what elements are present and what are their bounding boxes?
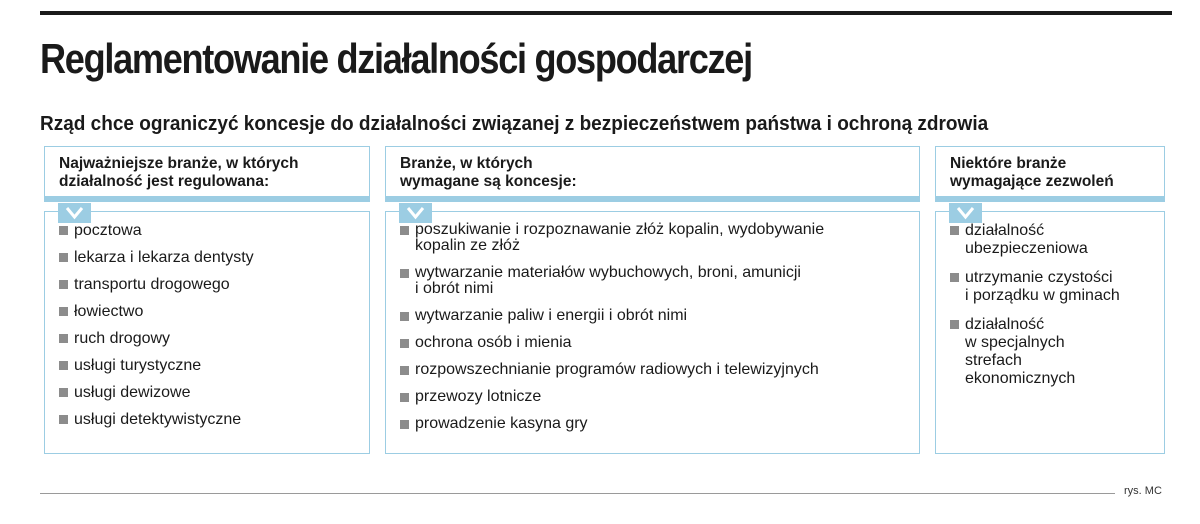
heading-line: Niektóre branże bbox=[950, 155, 1067, 172]
list-item-line: łowiectwo bbox=[74, 303, 144, 320]
list-item bbox=[59, 411, 361, 429]
column-heading bbox=[385, 146, 920, 196]
square-bullet-icon bbox=[59, 253, 68, 262]
column-heading bbox=[44, 146, 370, 196]
heading-line: działalność jest regulowana: bbox=[59, 173, 270, 190]
square-bullet-icon bbox=[59, 334, 68, 343]
square-bullet-icon bbox=[400, 393, 409, 402]
list-item bbox=[950, 316, 1156, 388]
list-item-line: rozpowszechnianie programów radiowych i telewizyjnych bbox=[415, 361, 819, 378]
list-item bbox=[950, 222, 1156, 258]
list-item-line: wytwarzanie paliw i energii i obrót nimi bbox=[415, 307, 688, 324]
list-item-line: usługi detektywistyczne bbox=[74, 411, 242, 428]
square-bullet-icon bbox=[400, 420, 409, 429]
square-bullet-icon bbox=[950, 320, 959, 329]
list-item-line: ekonomicznych bbox=[965, 370, 1076, 387]
list-item bbox=[400, 362, 911, 378]
heading-line: wymagające zezwoleń bbox=[950, 173, 1114, 190]
column-regulated bbox=[44, 146, 370, 454]
list-item bbox=[400, 389, 911, 405]
column-permits bbox=[935, 146, 1165, 454]
list-item bbox=[400, 308, 911, 324]
heading-underline-bar bbox=[385, 195, 920, 202]
list-item bbox=[59, 249, 361, 267]
square-bullet-icon bbox=[59, 361, 68, 370]
square-bullet-icon bbox=[950, 273, 959, 282]
square-bullet-icon bbox=[400, 366, 409, 375]
list-item-line: utrzymanie czystości bbox=[965, 269, 1113, 286]
list-item-line: w specjalnych bbox=[965, 334, 1065, 351]
top-rule bbox=[40, 11, 1172, 15]
item-list bbox=[935, 211, 1165, 454]
list-item-line: ochrona osób i mienia bbox=[415, 334, 572, 351]
list-item-line: i obrót nimi bbox=[415, 280, 494, 297]
page-title: Reglamentowanie działalności gospodarczej bbox=[40, 35, 752, 82]
square-bullet-icon bbox=[59, 307, 68, 316]
list-item bbox=[400, 335, 911, 351]
list-item-line: poszukiwanie i rozpoznawanie złóż kopalin, wydobywanie bbox=[415, 221, 825, 238]
chevron-down-icon bbox=[58, 203, 91, 223]
list-item-line: usługi turystyczne bbox=[74, 357, 202, 374]
square-bullet-icon bbox=[59, 280, 68, 289]
list-item-line: ubezpieczeniowa bbox=[965, 240, 1088, 257]
list-item-line: ruch drogowy bbox=[74, 330, 171, 347]
list-item bbox=[950, 269, 1156, 305]
heading-underline-bar bbox=[44, 195, 370, 202]
item-list bbox=[385, 211, 920, 454]
chevron-down-icon bbox=[399, 203, 432, 223]
square-bullet-icon bbox=[950, 226, 959, 235]
chevron-down-icon bbox=[949, 203, 982, 223]
list-item-line: transportu drogowego bbox=[74, 276, 230, 293]
list-item bbox=[400, 416, 911, 432]
square-bullet-icon bbox=[400, 226, 409, 235]
list-item-line: strefach bbox=[965, 352, 1022, 369]
heading-line: Branże, w których bbox=[400, 155, 533, 172]
list-item-line: działalność bbox=[965, 222, 1045, 239]
item-list bbox=[44, 211, 370, 454]
list-item bbox=[59, 384, 361, 402]
list-item-line: działalność bbox=[965, 316, 1045, 333]
list-item-line: przewozy lotnicze bbox=[415, 388, 542, 405]
square-bullet-icon bbox=[400, 312, 409, 321]
list-item bbox=[59, 303, 361, 321]
heading-underline-bar bbox=[935, 195, 1165, 202]
footer-rule bbox=[40, 493, 1115, 494]
image-credit: rys. MC bbox=[1124, 485, 1162, 497]
column-heading bbox=[935, 146, 1165, 196]
list-item bbox=[59, 276, 361, 294]
list-item-line: i porządku w gminach bbox=[965, 287, 1120, 304]
square-bullet-icon bbox=[59, 415, 68, 424]
list-item bbox=[59, 222, 361, 240]
list-item bbox=[400, 222, 911, 254]
square-bullet-icon bbox=[59, 388, 68, 397]
heading-line: wymagane są koncesje: bbox=[400, 173, 577, 190]
heading-line: Najważniejsze branże, w których bbox=[59, 155, 299, 172]
page-subtitle: Rząd chce ograniczyć koncesje do działalności związanej z bezpieczeństwem państwa i ochroną zdrowia bbox=[40, 113, 989, 135]
list-item-line: lekarza i lekarza dentysty bbox=[74, 249, 254, 266]
square-bullet-icon bbox=[400, 269, 409, 278]
list-item bbox=[59, 330, 361, 348]
list-item bbox=[400, 265, 911, 297]
square-bullet-icon bbox=[59, 226, 68, 235]
list-item-line: pocztowa bbox=[74, 222, 142, 239]
list-item-line: prowadzenie kasyna gry bbox=[415, 415, 588, 432]
square-bullet-icon bbox=[400, 339, 409, 348]
list-item bbox=[59, 357, 361, 375]
list-item-line: kopalin ze złóż bbox=[415, 237, 520, 254]
list-item-line: wytwarzanie materiałów wybuchowych, broni, amunicji bbox=[415, 264, 801, 281]
list-item-line: usługi dewizowe bbox=[74, 384, 191, 401]
column-concessions bbox=[385, 146, 920, 454]
